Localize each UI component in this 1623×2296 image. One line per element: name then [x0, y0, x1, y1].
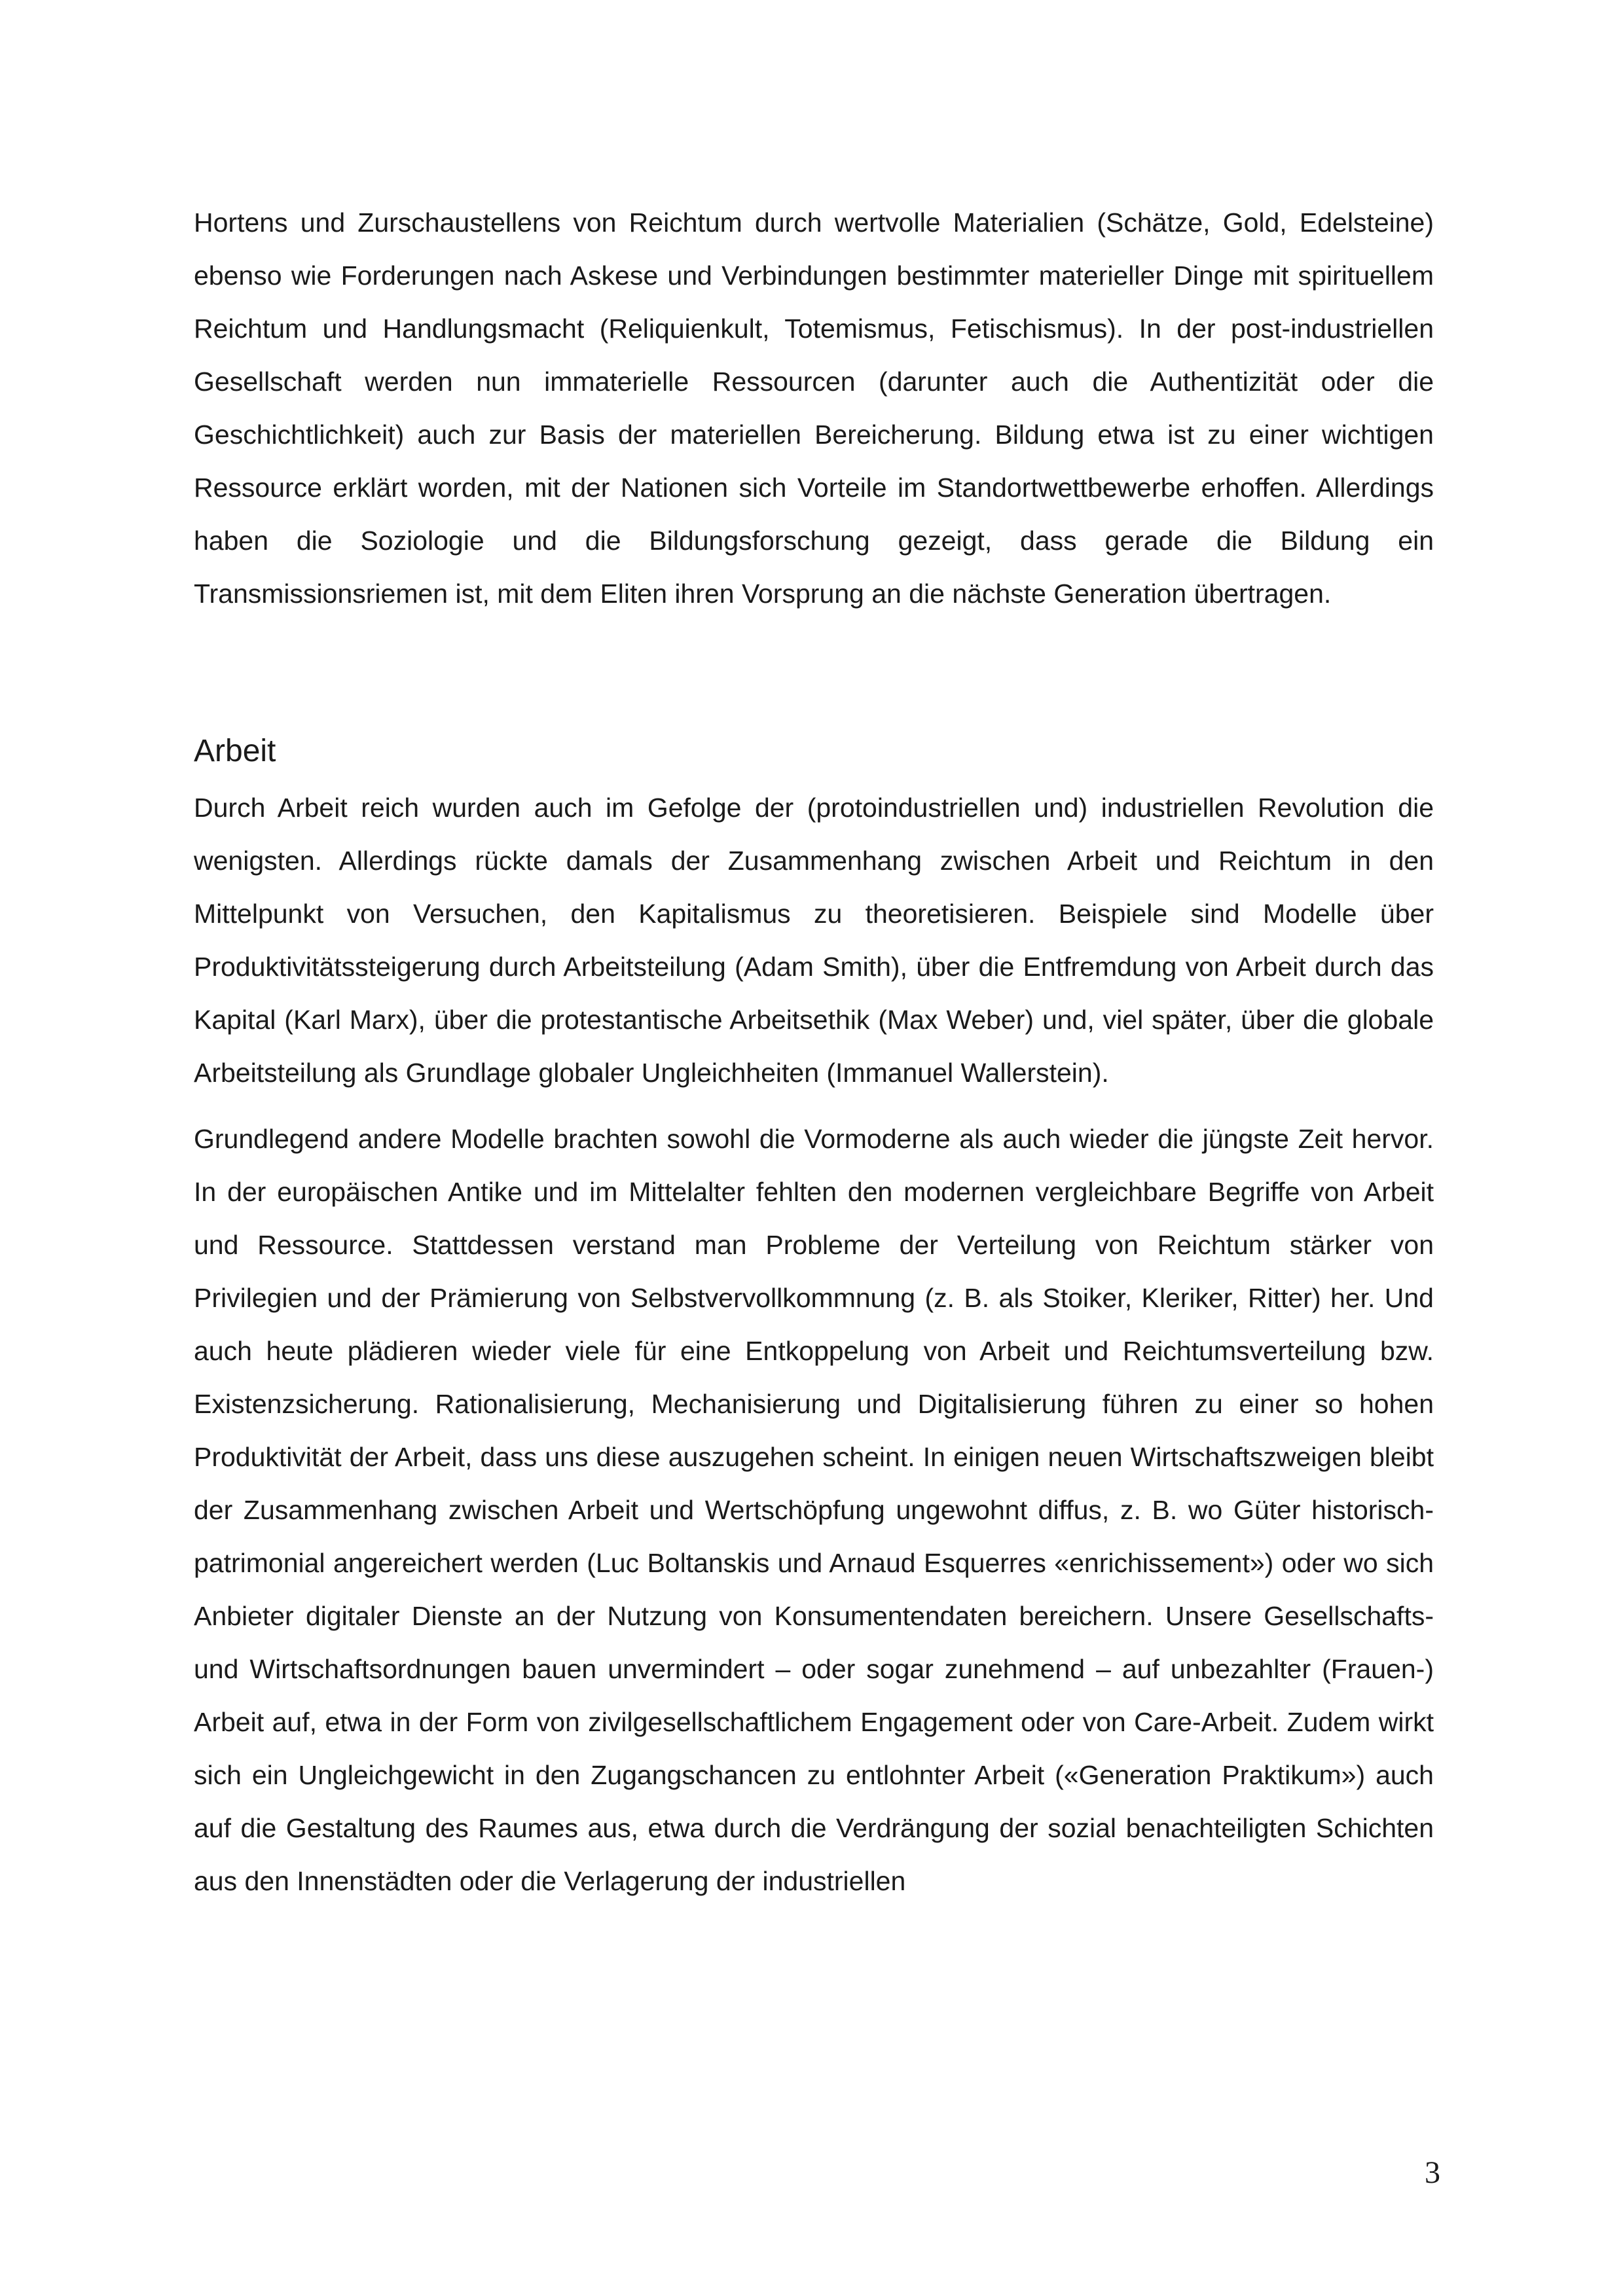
section-paragraph-1: Durch Arbeit reich wurden auch im Gefolge der (protoindustriellen und) industriellen Revolution die wenigsten. Allerdings rückte damals der Zusammenhang zwischen Arbeit und Reichtum in den Mittelpunkt von Versuchen, den Kapitalismus zu theoretisieren. Beispiele sind Modelle über Produktivitätssteigerung durch Arbeitsteilung (Adam Smith), über die Entfremdung von Arbeit durch das Kapital (Karl Marx), über die protestantische Arbeitsethik (Max Weber) und, viel später, über die globale Arbeitsteilung als Grundlage globaler Ungleichheiten (Immanuel Wallerstein). — [194, 793, 1434, 1088]
intro-paragraph: Hortens und Zurschaustellens von Reichtum durch wertvolle Materialien (Schätze, Gold, Edelsteine) ebenso wie Forderungen nach Askese und Verbindungen bestimmter materieller Dinge mit spirituellem Reichtum und Handlungsmacht (Reliquienkult, Totemismus, Fetischismus). In der post-industriellen Gesellschaft werden nun immaterielle Ressourcen (darunter auch die Authentizität oder die Geschichtlichkeit) auch zur Basis der materiellen Bereicherung. Bildung etwa ist zu einer wichtigen Ressource erklärt worden, mit der Nationen sich Vorteile im Standortwettbewerbe erhoffen. Allerdings haben die Soziologie und die Bildungsforschung gezeigt, dass gerade die Bildung ein Transmissionsriemen ist, mit dem Eliten ihren Vorsprung an die nächste Generation übertragen. — [194, 207, 1434, 609]
section-paragraph-2: Grundlegend andere Modelle brachten sowohl die Vormoderne als auch wieder die jüngste Zeit hervor. In der europäischen Antike und im Mittelalter fehlten den modernen vergleichbare Begriffe von Arbeit und Ressource. Stattdessen verstand man Probleme der Verteilung von Reichtum stärker von Privilegien und der Prämierung von Selbstvervollkommnung (z. B. als Stoiker, Kleriker, Ritter) her. Und auch heute plädieren wieder viele für eine Entkoppelung von Arbeit und Reichtumsverteilung bzw. Existenzsicherung. Rationalisierung, Mechanisierung und Digitalisierung führen zu einer so hohen Produktivität der Arbeit, dass uns diese auszugehen scheint. In einigen neuen Wirtschaftszweigen bleibt der Zusammenhang zwischen Arbeit und Wertschöpfung ungewohnt diffus, z. B. wo Güter historisch-patrimonial angereichert werden (Luc Boltanskis und Arnaud Esquerres «enrichissement») oder wo sich Anbieter digitaler Dienste an der Nutzung von Konsumentendaten bereichern. Unsere Gesellschafts- und Wirtschaftsordnungen bauen unvermindert – oder sogar zunehmend – auf unbezahlter (Frauen-) Arbeit auf, etwa in der Form von zivilgesellschaftlichem Engagement oder von Care-Arbeit. Zudem wirkt sich ein Ungleichgewicht in den Zugangschancen zu entlohnter Arbeit («Generation Praktikum») auch auf die Gestaltung des Raumes aus, etwa durch die Verdrängung der sozial benachteiligten Schichten aus den Innenstädten oder die Verlagerung der industriellen — [194, 1124, 1434, 1896]
page-number: 3 — [1425, 2155, 1440, 2190]
document-page — [194, 196, 1434, 1908]
section-heading: Arbeit — [194, 734, 276, 768]
